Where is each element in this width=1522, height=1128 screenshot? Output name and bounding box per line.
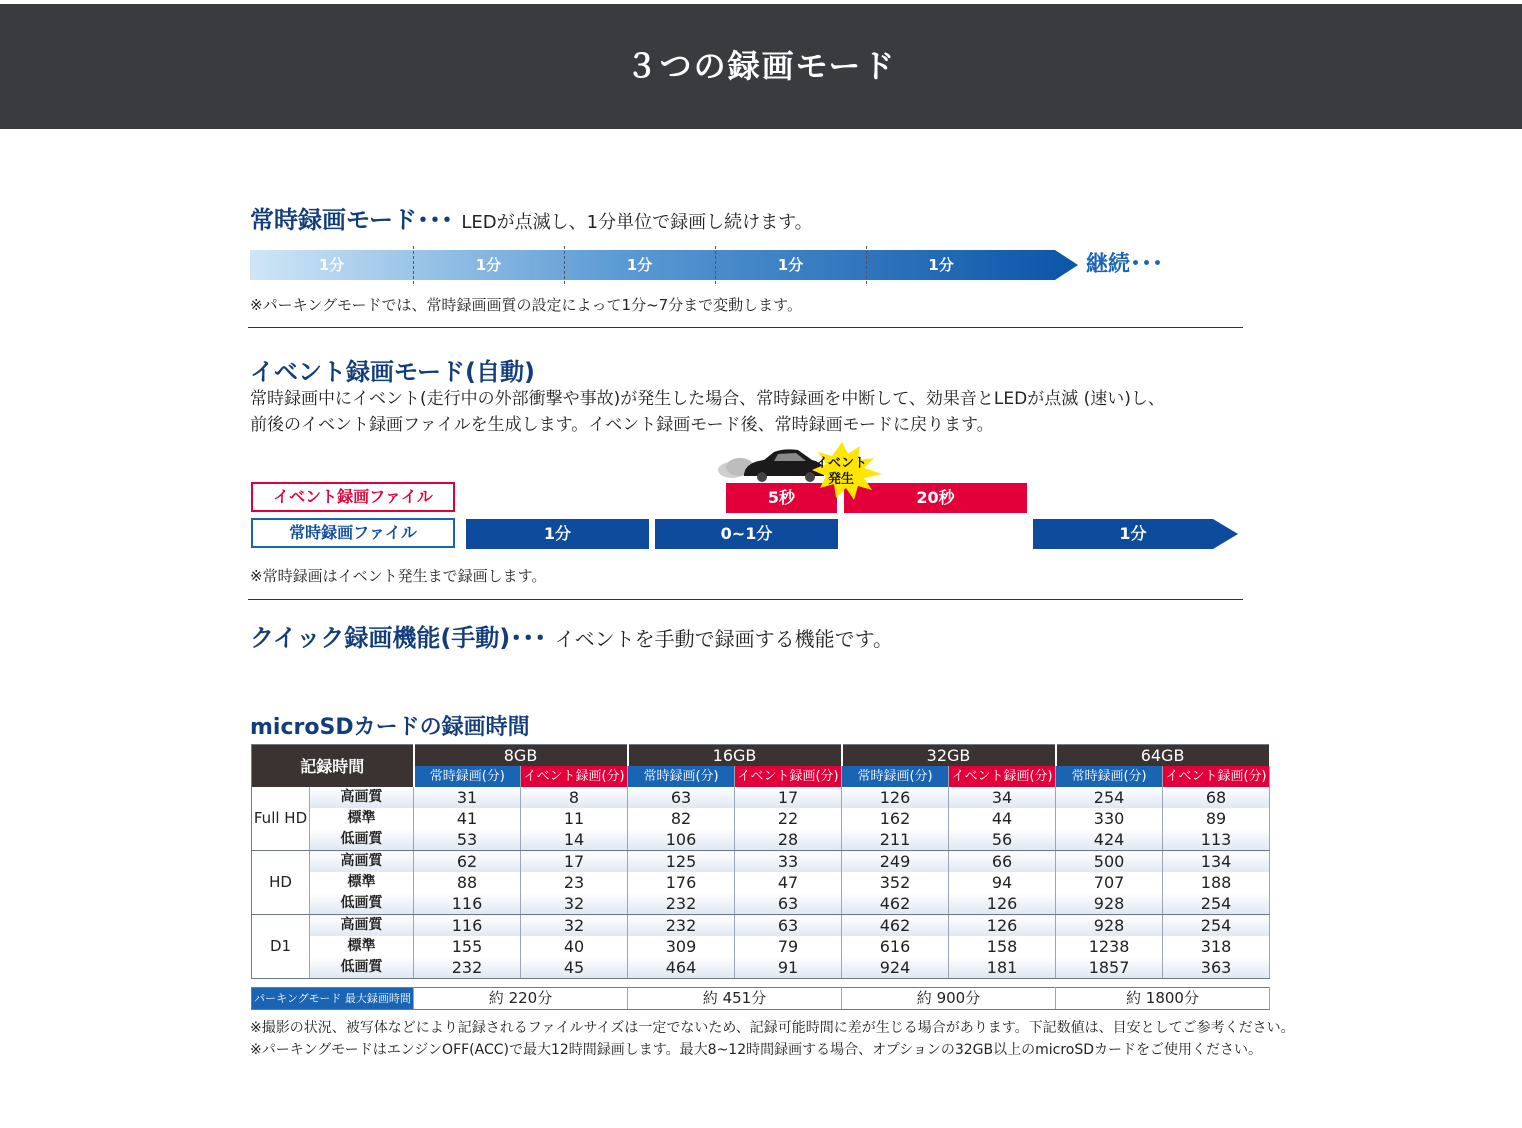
- table-cell: 232: [628, 915, 735, 937]
- parking-value: 約 1800分: [1056, 988, 1270, 1010]
- quick-mode-title: クイック録画機能(手動): [250, 624, 511, 652]
- table-cell: 68: [1163, 787, 1270, 808]
- continuous-bar-interrupted: 0~1分: [655, 519, 838, 549]
- table-cell: 40: [521, 936, 628, 957]
- table-corner: 記録時間: [252, 745, 414, 788]
- col-event: イベント録画(分): [1163, 766, 1270, 787]
- table-row: [252, 851, 1270, 873]
- table-cell: 53: [414, 829, 521, 851]
- event-mode-desc: [250, 386, 1165, 438]
- footnote: ※撮影の状況、被写体などにより記録されるファイルサイズは一定でないため、記録可能時間に差が生じる場合があります。下記数値は、目安としてご参考ください。: [250, 1020, 1295, 1036]
- sd-table-container: [251, 744, 1269, 1010]
- continuous-segment: 1分: [475, 256, 502, 274]
- table-cell: 500: [1056, 851, 1163, 873]
- table-cell: 462: [842, 915, 949, 937]
- table-cell: 63: [628, 787, 735, 808]
- capacity-header: 64GB: [1056, 745, 1270, 767]
- table-row: [252, 872, 1270, 893]
- continuous-mode-title: 常時録画モード: [250, 206, 418, 234]
- table-cell: 158: [949, 936, 1056, 957]
- recording-time-table: [251, 744, 1271, 979]
- table-cell: 707: [1056, 872, 1163, 893]
- table-cell: 232: [414, 957, 521, 979]
- table-cell: 44: [949, 808, 1056, 829]
- event-file-label: イベント録画ファイル: [251, 482, 455, 512]
- quality-label: 標準: [310, 872, 414, 893]
- table-cell: 181: [949, 957, 1056, 979]
- table-row: [252, 957, 1270, 979]
- continue-label: 継続･･･: [1086, 252, 1164, 277]
- table-cell: 363: [1163, 957, 1270, 979]
- quality-label: 標準: [310, 936, 414, 957]
- table-cell: 309: [628, 936, 735, 957]
- event-desc-line: 前後のイベント録画ファイルを生成します。イベント録画モード後、常時録画モードに戻ります。: [250, 415, 994, 435]
- segment-divider: [866, 246, 867, 284]
- continuous-bar: 1分: [466, 519, 649, 549]
- table-cell: 113: [1163, 829, 1270, 851]
- parking-row: [252, 988, 1270, 1010]
- event-note: ※常時録画はイベント発生まで録画します。: [250, 567, 547, 585]
- table-cell: 62: [414, 851, 521, 873]
- burst-line: 発生: [827, 472, 854, 487]
- table-cell: 134: [1163, 851, 1270, 873]
- table-cell: 32: [521, 893, 628, 915]
- continuous-segment: 1分: [928, 256, 954, 274]
- quality-label: 標準: [310, 808, 414, 829]
- table-cell: 352: [842, 872, 949, 893]
- table-cell: 106: [628, 829, 735, 851]
- table-row: [252, 787, 1270, 808]
- table-header-capacities: [252, 745, 1270, 767]
- sd-table-title: microSDカードの録画時間: [250, 715, 530, 740]
- table-cell: 126: [949, 893, 1056, 915]
- continuous-mode-desc: LEDが点滅し、1分単位で録画し続けます。: [461, 212, 813, 233]
- continuous-bar-resume: 1分: [1119, 524, 1147, 543]
- table-cell: 79: [735, 936, 842, 957]
- table-cell: 155: [414, 936, 521, 957]
- page-header: [0, 4, 1522, 129]
- table-cell: 31: [414, 787, 521, 808]
- continuous-note: ※パーキングモードでは、常時録画画質の設定によって1分~7分まで変動します。: [250, 296, 802, 314]
- table-cell: 94: [949, 872, 1056, 893]
- table-cell: 616: [842, 936, 949, 957]
- table-cell: 928: [1056, 893, 1163, 915]
- table-cell: 11: [521, 808, 628, 829]
- table-cell: 66: [949, 851, 1056, 873]
- table-cell: 89: [1163, 808, 1270, 829]
- table-cell: 14: [521, 829, 628, 851]
- resolution-group-label: Full HD: [252, 787, 310, 851]
- table-row: [252, 893, 1270, 915]
- parking-value: 約 900分: [842, 988, 1056, 1010]
- footnote: ※パーキングモードはエンジンOFF(ACC)で最大12時間録画します。最大8~12時間録画する場合、オプションの32GB以上のmicroSDカードをご使用ください。: [250, 1042, 1263, 1058]
- continuous-segment: 1分: [626, 256, 653, 274]
- quick-mode-heading: [250, 618, 893, 653]
- table-cell: 28: [735, 829, 842, 851]
- table-cell: 33: [735, 851, 842, 873]
- parking-table: [251, 987, 1270, 1010]
- table-cell: 126: [842, 787, 949, 808]
- col-continuous: 常時録画(分): [414, 766, 521, 787]
- table-cell: 56: [949, 829, 1056, 851]
- quality-label: 低画質: [310, 893, 414, 915]
- table-cell: 82: [628, 808, 735, 829]
- continuous-mode-heading: [250, 200, 813, 235]
- event-bar-after: 20秒: [844, 483, 1027, 513]
- quality-label: 高画質: [310, 787, 414, 808]
- table-cell: 116: [414, 915, 521, 937]
- table-row: [252, 808, 1270, 829]
- table-cell: 17: [735, 787, 842, 808]
- table-cell: 47: [735, 872, 842, 893]
- col-event: イベント録画(分): [521, 766, 628, 787]
- table-cell: 41: [414, 808, 521, 829]
- parking-value: 約 451分: [628, 988, 842, 1010]
- segment-divider: [413, 246, 414, 284]
- segment-divider: [715, 246, 716, 284]
- table-cell: 464: [628, 957, 735, 979]
- table-cell: 232: [628, 893, 735, 915]
- continuous-mode-ellipsis: ･･･: [417, 206, 454, 234]
- continuous-segment: 1分: [318, 256, 345, 274]
- table-cell: 63: [735, 893, 842, 915]
- table-row: [252, 936, 1270, 957]
- col-event: イベント録画(分): [735, 766, 842, 787]
- capacity-header: 8GB: [414, 745, 628, 767]
- table-cell: 924: [842, 957, 949, 979]
- table-cell: 91: [735, 957, 842, 979]
- continuous-segment: 1分: [777, 256, 804, 274]
- table-cell: 45: [521, 957, 628, 979]
- table-body: [252, 787, 1270, 979]
- table-cell: 318: [1163, 936, 1270, 957]
- table-row: [252, 829, 1270, 851]
- quick-mode-desc: イベントを手動で録画する機能です。: [554, 627, 894, 651]
- table-cell: 1238: [1056, 936, 1163, 957]
- col-event: イベント録画(分): [949, 766, 1056, 787]
- event-mode-title: イベント録画モード(自動): [250, 358, 535, 386]
- table-cell: 116: [414, 893, 521, 915]
- table-cell: 211: [842, 829, 949, 851]
- event-desc-line: 常時録画中にイベント(走行中の外部衝撃や事故)が発生した場合、常時録画を中断して、効果音とLEDが点滅 (速い)し、: [250, 389, 1165, 409]
- quick-mode-ellipsis: ･･･: [510, 624, 547, 652]
- table-cell: 162: [842, 808, 949, 829]
- event-burst-label: [812, 456, 870, 488]
- table-cell: 32: [521, 915, 628, 937]
- table-cell: 88: [414, 872, 521, 893]
- table-cell: 249: [842, 851, 949, 873]
- segment-divider: [564, 246, 565, 284]
- continuous-file-label: 常時録画ファイル: [251, 518, 455, 548]
- table-row: [252, 915, 1270, 937]
- table-cell: 22: [735, 808, 842, 829]
- quality-label: 高画質: [310, 851, 414, 873]
- table-cell: 254: [1056, 787, 1163, 808]
- table-cell: 126: [949, 915, 1056, 937]
- table-cell: 188: [1163, 872, 1270, 893]
- divider: [248, 327, 1243, 328]
- table-cell: 34: [949, 787, 1056, 808]
- table-cell: 1857: [1056, 957, 1163, 979]
- capacity-header: 32GB: [842, 745, 1056, 767]
- table-cell: 125: [628, 851, 735, 873]
- table-cell: 176: [628, 872, 735, 893]
- resolution-group-label: HD: [252, 851, 310, 915]
- parking-value: 約 220分: [414, 988, 628, 1010]
- table-cell: 330: [1056, 808, 1163, 829]
- table-cell: 928: [1056, 915, 1163, 937]
- quality-label: 低画質: [310, 829, 414, 851]
- burst-line: イベント: [814, 456, 867, 471]
- table-cell: 63: [735, 915, 842, 937]
- col-continuous: 常時録画(分): [628, 766, 735, 787]
- col-continuous: 常時録画(分): [842, 766, 949, 787]
- divider: [248, 599, 1243, 600]
- quality-label: 低画質: [310, 957, 414, 979]
- table-cell: 8: [521, 787, 628, 808]
- table-cell: 17: [521, 851, 628, 873]
- quality-label: 高画質: [310, 915, 414, 937]
- table-cell: 254: [1163, 893, 1270, 915]
- table-cell: 254: [1163, 915, 1270, 937]
- page-title: ３つの録画モード: [625, 47, 897, 85]
- col-continuous: 常時録画(分): [1056, 766, 1163, 787]
- event-bar-before: 5秒: [726, 483, 837, 513]
- table-cell: 424: [1056, 829, 1163, 851]
- capacity-header: 16GB: [628, 745, 842, 767]
- table-cell: 462: [842, 893, 949, 915]
- resolution-group-label: D1: [252, 915, 310, 979]
- table-cell: 23: [521, 872, 628, 893]
- parking-label: パーキングモード 最大録画時間: [252, 988, 414, 1010]
